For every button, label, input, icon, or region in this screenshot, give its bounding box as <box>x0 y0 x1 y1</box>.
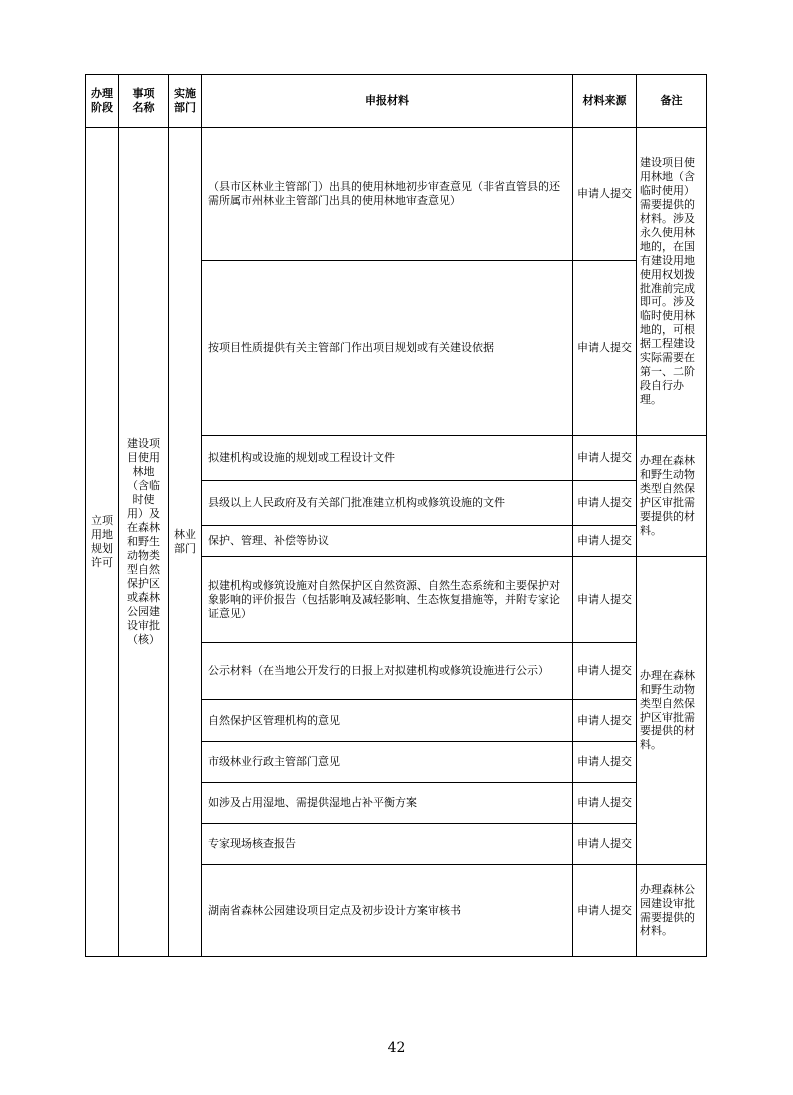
material-cell: 拟建机构或修筑设施对自然保护区自然资源、自然生态系统和主要保护对象影响的评价报告（包括影响及减轻影响、生态恢复措施等，并附专家论证意见） <box>202 557 573 643</box>
material-cell: 市级林业行政主管部门意见 <box>202 742 573 783</box>
note-cell: 办理在森林和野生动物类型自然保护区审批需要提供的材料。 <box>637 557 707 865</box>
item-name-cell: 建设项目使用林地（含临时使用）及在森林和野生动物类型自然保护区或森林公园建设审批（核） <box>119 128 169 957</box>
note-cell: 办理在森林和野生动物类型自然保护区审批需要提供的材料。 <box>637 436 707 557</box>
table-row <box>86 128 707 261</box>
material-cell: 如涉及占用湿地、需提供湿地占补平衡方案 <box>202 783 573 824</box>
header-dept: 实施部门 <box>169 75 202 128</box>
source-cell: 申请人提交 <box>573 783 637 824</box>
material-cell: 拟建机构或设施的规划或工程设计文件 <box>202 436 573 481</box>
source-cell: 申请人提交 <box>573 481 637 526</box>
material-cell: 公示材料（在当地公开发行的日报上对拟建机构或修筑设施进行公示） <box>202 643 573 700</box>
material-cell: 按项目性质提供有关主管部门作出项目规划或有关建设依据 <box>202 261 573 436</box>
note-cell: 办理森林公园建设审批需要提供的材料。 <box>637 865 707 957</box>
header-source: 材料来源 <box>573 75 637 128</box>
source-cell: 申请人提交 <box>573 742 637 783</box>
source-cell: 申请人提交 <box>573 436 637 481</box>
header-materials: 申报材料 <box>202 75 573 128</box>
note-cell: 建设项目使用林地（含临时使用）需要提供的材料。涉及永久使用林地的，在国有建设用地使用权划拨批准前完成即可。涉及临时使用林地的，可根据工程建设实际需要在第一、二阶段自行办理。 <box>637 128 707 436</box>
source-cell: 申请人提交 <box>573 643 637 700</box>
source-cell: 申请人提交 <box>573 526 637 557</box>
source-cell: 申请人提交 <box>573 557 637 643</box>
material-cell: 专家现场核查报告 <box>202 824 573 865</box>
stage-cell: 立项用地规划许可 <box>86 128 119 957</box>
material-cell: （县市区林业主管部门）出具的使用林地初步审查意见（非省直管县的还需所属市州林业主管部门出具的使用林地审查意见） <box>202 128 573 261</box>
page-number: 42 <box>387 1040 406 1056</box>
dept-cell: 林业部门 <box>169 128 202 957</box>
material-cell: 湖南省森林公园建设项目定点及初步设计方案审核书 <box>202 865 573 957</box>
source-cell: 申请人提交 <box>573 128 637 261</box>
material-cell: 自然保护区管理机构的意见 <box>202 700 573 742</box>
source-cell: 申请人提交 <box>573 824 637 865</box>
source-cell: 申请人提交 <box>573 261 637 436</box>
header-note: 备注 <box>637 75 707 128</box>
source-cell: 申请人提交 <box>573 865 637 957</box>
header-row <box>86 75 707 128</box>
source-cell: 申请人提交 <box>573 700 637 742</box>
materials-table <box>85 74 707 957</box>
header-item: 事项名称 <box>119 75 169 128</box>
material-cell: 保护、管理、补偿等协议 <box>202 526 573 557</box>
material-cell: 县级以上人民政府及有关部门批准建立机构或修筑设施的文件 <box>202 481 573 526</box>
header-stage: 办理阶段 <box>86 75 119 128</box>
